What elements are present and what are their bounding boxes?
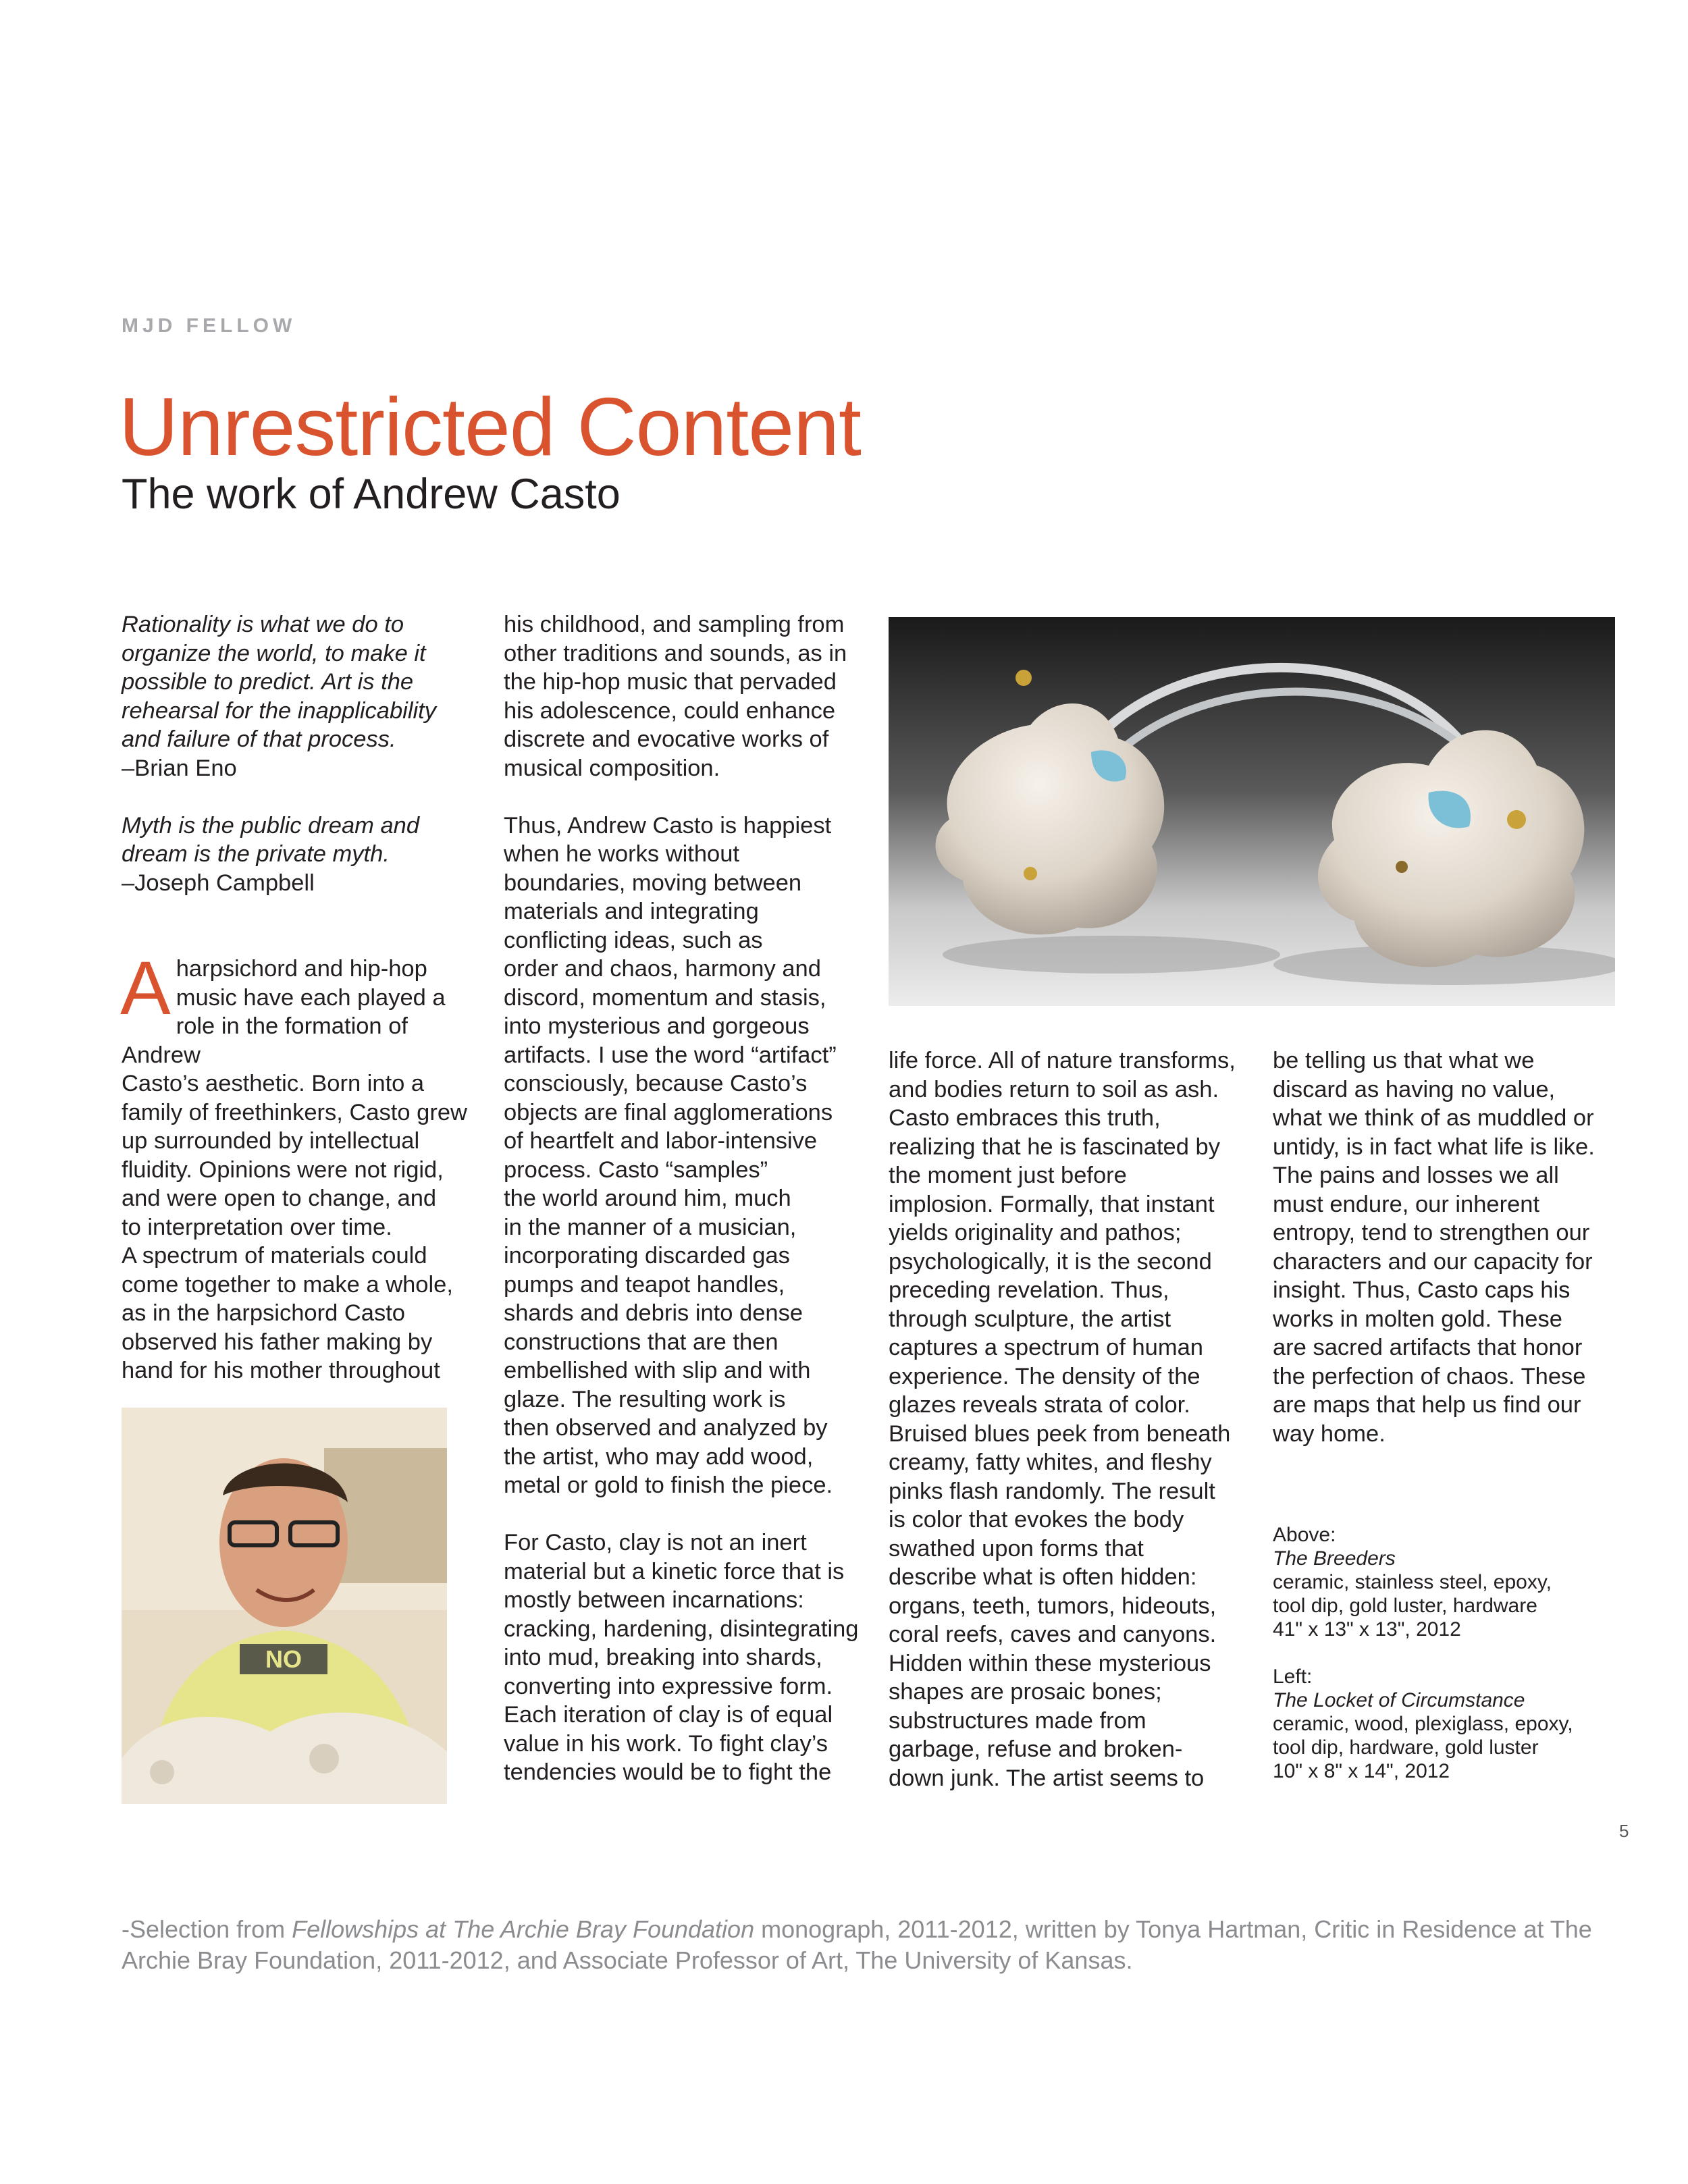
text-line: come together to make a whole, [122, 1271, 453, 1298]
text-line: when he works without [504, 841, 740, 867]
drop-cap: A [120, 946, 171, 1030]
section-kicker: MJD FELLOW [122, 315, 296, 337]
text-line: be telling us that what we [1273, 1048, 1535, 1073]
text-line: swathed upon forms that [889, 1535, 1144, 1562]
text-line: are maps that help us find our [1273, 1392, 1581, 1418]
text-line: metal or gold to finish the piece. [504, 1472, 833, 1498]
text-line: consciously, because Casto’s [504, 1071, 808, 1096]
text-line: garbage, refuse and broken- [889, 1736, 1183, 1762]
text-line: untidy, is in fact what life is like. [1273, 1134, 1595, 1160]
quote-line: possible to predict. Art is the [122, 669, 414, 695]
text-line: glaze. The resulting work is [504, 1386, 786, 1412]
text-line: constructions that are then [504, 1329, 779, 1355]
text-line: the world around him, much [504, 1186, 791, 1211]
text-line: objects are final agglomerations [504, 1099, 833, 1125]
text-line: experience. The density of the [889, 1363, 1201, 1389]
caption-line: tool dip, hardware, gold luster [1273, 1736, 1539, 1759]
text-line: musical composition. [504, 755, 720, 781]
caption-label: Left: [1273, 1666, 1313, 1688]
text-line: then observed and analyzed by [504, 1415, 828, 1441]
caption-title: The Locket of Circumstance [1273, 1689, 1525, 1711]
column-4 [1273, 1046, 1641, 1448]
text-line: characters and our capacity for [1273, 1248, 1593, 1275]
text-line: hand for his mother throughout [122, 1358, 440, 1383]
text-line: implosion. Formally, that instant [889, 1191, 1215, 1217]
text-line: material but a kinetic force that is [504, 1558, 845, 1584]
footnote-book-title: Fellowships at The Archie Bray Foundation [292, 1915, 755, 1943]
text-line: are sacred artifacts that honor [1273, 1335, 1583, 1360]
text-line: Thus, Andrew Casto is happiest [504, 812, 832, 838]
quote-line: dream is the private myth. [122, 841, 390, 867]
text-line: his childhood, and sampling from [504, 612, 845, 637]
text-line: order and chaos, harmony and [504, 956, 821, 982]
sculpture-photo [889, 617, 1615, 1006]
text-line: creamy, fatty whites, and fleshy [889, 1449, 1212, 1475]
text-line: into mysterious and gorgeous [504, 1013, 810, 1039]
quote-line: rehearsal for the inapplicability [122, 697, 437, 724]
text-line: insight. Thus, Casto caps his [1273, 1277, 1571, 1303]
text-line: tendencies would be to fight the [504, 1759, 832, 1785]
text-line: pinks flash randomly. The result [889, 1478, 1215, 1504]
text-line: yields originality and pathos; [889, 1220, 1182, 1246]
text-line: captures a spectrum of human [889, 1335, 1203, 1360]
text-line: role in the formation of Andrew [122, 1013, 408, 1068]
text-line: to interpretation over time. [122, 1214, 392, 1240]
text-line: is color that evokes the body [889, 1507, 1184, 1533]
text-line: substructures made from [889, 1707, 1146, 1734]
text-line: preceding revelation. Thus, [889, 1277, 1169, 1303]
quote-author: –Brian Eno [122, 755, 237, 781]
text-line: Casto embraces this truth, [889, 1105, 1161, 1131]
text-line: the moment just before [889, 1163, 1127, 1188]
text-line: boundaries, moving between [504, 870, 802, 896]
text-line: shards and debris into dense [504, 1300, 803, 1326]
text-line: and bodies return to soil as ash. [889, 1076, 1219, 1102]
quote-line: Myth is the public dream and [122, 812, 420, 838]
article-opening [120, 946, 490, 1030]
text-line: coral reefs, caves and canyons. [889, 1622, 1217, 1647]
caption-line: tool dip, gold luster, hardware [1273, 1595, 1537, 1617]
text-line: his adolescence, could enhance [504, 697, 836, 724]
text-line: fluidity. Opinions were not rigid, [122, 1156, 444, 1183]
artist-portrait-photo [122, 1408, 447, 1804]
quote-author: –Joseph Campbell [122, 870, 315, 896]
text-line: harpsichord and hip-hop [176, 956, 427, 982]
text-line: incorporating discarded gas [504, 1243, 790, 1269]
image-captions [1273, 1523, 1641, 1783]
text-line: The pains and losses we all [1273, 1163, 1559, 1188]
text-line: psychologically, it is the second [889, 1248, 1212, 1275]
page-title: Unrestricted Content [119, 381, 861, 473]
text-line: value in his work. To fight clay’s [504, 1730, 828, 1757]
text-line: Each iteration of clay is of equal [504, 1702, 833, 1728]
text-line: Bruised blues peek from beneath [889, 1420, 1231, 1447]
text-line: observed his father making by [122, 1329, 433, 1355]
text-line: music have each played a [176, 984, 446, 1011]
text-line: conflicting ideas, such as [504, 927, 763, 953]
text-line: family of freethinkers, Casto grew [122, 1099, 467, 1125]
text-line: mostly between incarnations: [504, 1587, 804, 1613]
text-line: what we think of as muddled or [1273, 1105, 1594, 1131]
text-line: shapes are prosaic bones; [889, 1679, 1162, 1705]
text-line: the artist, who may add wood, [504, 1443, 814, 1470]
text-line: discard as having no value, [1273, 1076, 1556, 1102]
text-line: Casto’s aesthetic. Born into a [122, 1071, 425, 1096]
text-line: of heartfelt and labor-intensive [504, 1128, 818, 1154]
text-line: A spectrum of materials could [122, 1243, 427, 1269]
source-footnote [122, 1914, 1647, 1976]
text-line: way home. [1273, 1420, 1386, 1447]
text-line: materials and integrating [504, 899, 759, 924]
text-line: For Casto, clay is not an inert [504, 1530, 807, 1555]
page-number: 5 [1619, 1821, 1629, 1841]
text-line: works in molten gold. These [1273, 1306, 1562, 1332]
caption-label: Above: [1273, 1524, 1336, 1546]
text-line: embellished with slip and with [504, 1358, 811, 1383]
text-line: artifacts. I use the word “artifact” [504, 1042, 837, 1068]
page-subtitle: The work of Andrew Casto [122, 471, 621, 518]
text-line: pumps and teapot handles, [504, 1271, 785, 1298]
text-line: life force. All of nature transforms, [889, 1048, 1236, 1073]
caption-line: ceramic, wood, plexiglass, epoxy, [1273, 1713, 1573, 1735]
text-line: Hidden within these mysterious [889, 1650, 1211, 1676]
text-line: discord, momentum and stasis, [504, 984, 826, 1011]
quote-line: Rationality is what we do to [122, 612, 404, 637]
text-line: into mud, breaking into shards, [504, 1645, 822, 1670]
shirt-text: NO [265, 1645, 302, 1673]
text-line: converting into expressive form. [504, 1673, 833, 1699]
text-line: through sculpture, the artist [889, 1306, 1171, 1332]
text-line: realizing that he is fascinated by [889, 1134, 1220, 1160]
column-3 [889, 1046, 1257, 1792]
text-line: up surrounded by intellectual [122, 1128, 420, 1154]
text-line: the perfection of chaos. These [1273, 1363, 1586, 1389]
text-line: discrete and evocative works of [504, 726, 829, 752]
text-line: as in the harpsichord Casto [122, 1300, 405, 1326]
column-1 [122, 610, 490, 1385]
text-line: other traditions and sounds, as in [504, 640, 847, 666]
text-line: organs, teeth, tumors, hideouts, [889, 1593, 1217, 1619]
quote-line: and failure of that process. [122, 726, 396, 752]
text-line: process. Casto “samples” [504, 1156, 768, 1183]
text-line: must endure, our inherent [1273, 1191, 1540, 1217]
text-line: and were open to change, and [122, 1186, 437, 1211]
caption-title: The Breeders [1273, 1547, 1396, 1570]
footnote-prefix: -Selection from [122, 1915, 292, 1943]
text-line: in the manner of a musician, [504, 1214, 797, 1240]
text-line: entropy, tend to strengthen our [1273, 1220, 1590, 1246]
column-2 [504, 610, 872, 1787]
text-line: cracking, hardening, disintegrating [504, 1616, 859, 1642]
caption-line: ceramic, stainless steel, epoxy, [1273, 1571, 1552, 1593]
footnote-suffix: monograph, 2011-2012, written by Tonya Hartman, Critic in Residence at The Archie Bray Foundation, 2011-2012, and Associate Professor of Art, The University of Kansas. [122, 1915, 1592, 1974]
text-line: describe what is often hidden: [889, 1564, 1197, 1590]
text-line: the hip-hop music that pervaded [504, 669, 837, 695]
caption-line: 10" x 8" x 14", 2012 [1273, 1760, 1450, 1782]
text-line: glazes reveals strata of color. [889, 1392, 1190, 1418]
caption-line: 41" x 13" x 13", 2012 [1273, 1618, 1461, 1641]
quote-line: organize the world, to make it [122, 640, 426, 666]
text-line: down junk. The artist seems to [889, 1765, 1205, 1791]
